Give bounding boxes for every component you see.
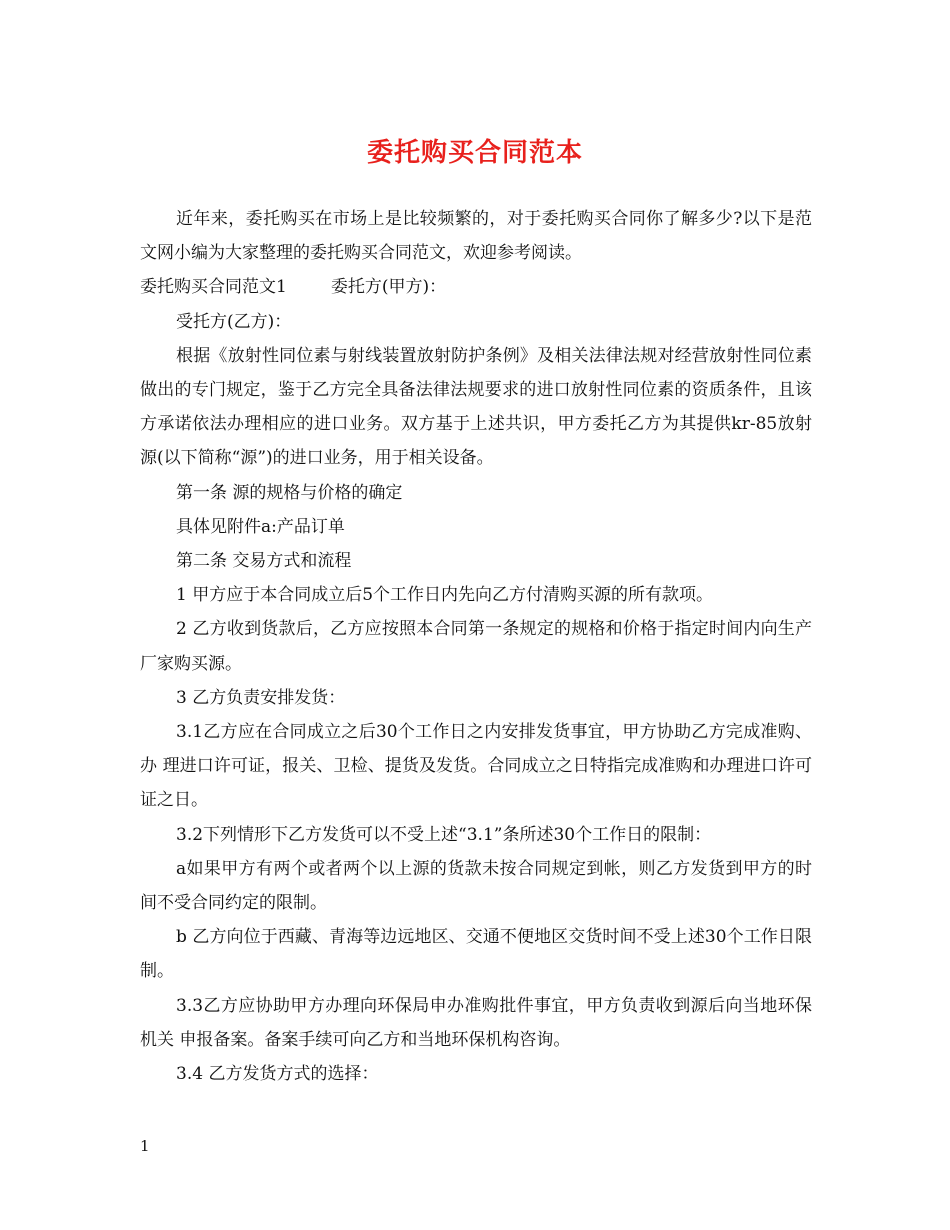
clause-2: 2 乙方收到货款后，乙方应按照本合同第一条规定的规格和价格于指定时间内向生产厂家购买源。 bbox=[140, 619, 812, 674]
clause-3-2: 3.2下列情形下乙方发货可以不受上述“3.1”条所述30个工作日的限制： bbox=[176, 824, 712, 845]
article-2-heading: 第二条 交易方式和流程 bbox=[176, 551, 352, 572]
preamble-paragraph: 根据《放射性同位素与射线装置放射防护条例》及相关法律法规对经营放射性同位素做出的专门规定，鉴于乙方完全具备法律法规要求的进口放射性同位素的资质条件，且该方承诺依法办理相应的进口业务。双方基于上述共识，甲方委托乙方为其提供kr-85放射源(以下简称“源”)的进口业务，用于相关设备。 bbox=[140, 345, 812, 469]
clause-3: 3 乙方负责安排发货： bbox=[176, 687, 346, 708]
intro-paragraph: 近年来，委托购买在市场上是比较频繁的，对于委托购买合同你了解多少?以下是范文网小编为大家整理的委托购买合同范文，欢迎参考阅读。 bbox=[140, 209, 812, 264]
clause-3-2-a: a如果甲方有两个或者两个以上源的货款未按合同规定到帐，则乙方发货到甲方的时间不受合同约定的限制。 bbox=[140, 858, 812, 914]
sample-heading-line bbox=[140, 270, 812, 304]
page-number: 1 bbox=[140, 1137, 150, 1155]
clause-3-1: 3.1乙方应在合同成立之后30个工作日之内安排发货事宜，甲方协助乙方完成准购、办 理进口许可证，报关、卫检、提货及发货。合同成立之日特指完成准购和办理进口许可证之日。 bbox=[140, 722, 812, 811]
clause-3-3: 3.3乙方应协助甲方办理向环保局申办准购批件事宜，甲方负责收到源后向当地环保机关 申报备案。备案手续可向乙方和当地环保机构咨询。 bbox=[140, 995, 812, 1050]
sample-heading: 委托购买合同范文1 bbox=[140, 277, 287, 298]
clause-3-2-b: b 乙方向位于西藏、青海等边远地区、交通不便地区交货时间不受上述30个工作日限制。 bbox=[140, 927, 812, 982]
document-title: 委托购买合同范本 bbox=[366, 138, 583, 168]
party-b-label: 受托方(乙方)： bbox=[176, 311, 292, 332]
article-1-body: 具体见附件a:产品订单 bbox=[176, 516, 345, 537]
document-body bbox=[140, 202, 812, 1091]
clause-3-4: 3.4 乙方发货方式的选择： bbox=[176, 1064, 379, 1085]
article-1-heading: 第一条 源的规格与价格的确定 bbox=[176, 482, 403, 503]
clause-1: 1 甲方应于本合同成立后5个工作日内先向乙方付清购买源的所有款项。 bbox=[176, 585, 714, 606]
party-a-label: 委托方(甲方)： bbox=[330, 277, 447, 298]
